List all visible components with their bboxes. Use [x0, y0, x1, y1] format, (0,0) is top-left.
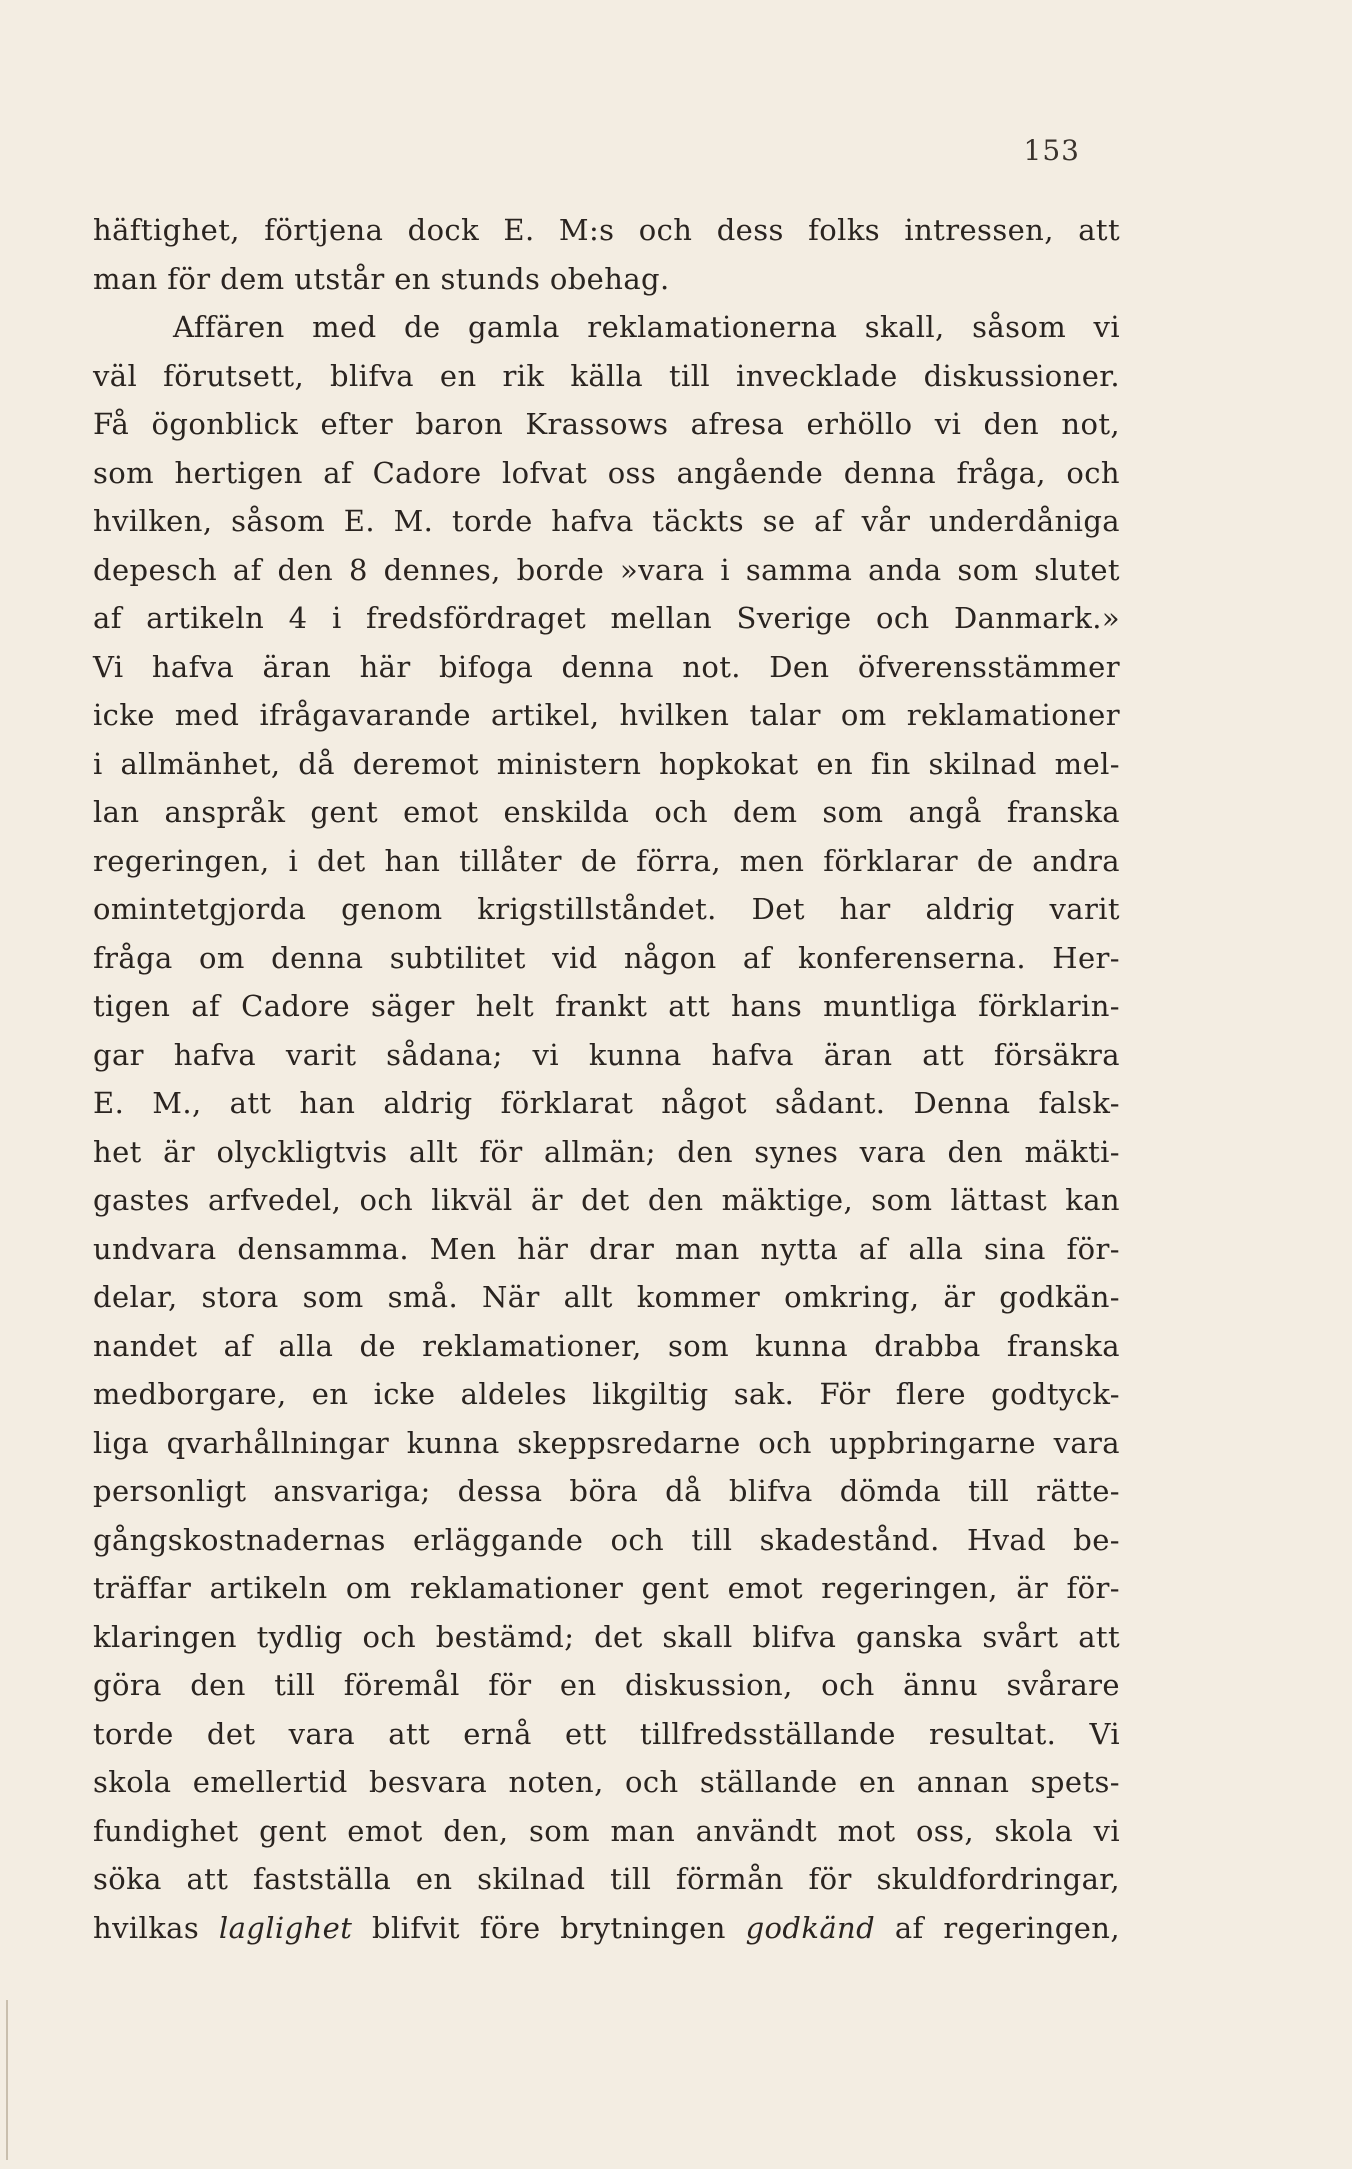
text-line: [93, 1322, 1120, 1371]
text-line: [93, 1370, 1120, 1419]
text-line: [93, 400, 1120, 449]
text-line: [93, 1419, 1120, 1468]
text-line: [93, 740, 1120, 789]
text-segment: träffar artikeln om reklamationer gent emot regeringen, är för-: [93, 1571, 1120, 1605]
page-number: 153: [1023, 134, 1080, 167]
text-line: [93, 1273, 1120, 1322]
text-segment: i allmänhet, då deremot ministern hopkokat en fin skilnad mel-: [93, 746, 1120, 781]
text-line: [93, 691, 1120, 740]
text-line: [93, 1079, 1120, 1128]
text-segment: het är olyckligtvis allt för allmän; den synes vara den mäkti-: [93, 1134, 1120, 1169]
text-line: [93, 255, 1120, 304]
text-line: [93, 1807, 1120, 1856]
text-segment: hvilken, såsom E. M. torde hafva täckts se af vår underdåniga: [93, 504, 1120, 538]
text-line: [93, 1758, 1120, 1807]
text-segment: E. M., att han aldrig förklarat något sådant. Denna falsk-: [93, 1086, 1120, 1120]
text-line: [93, 1661, 1120, 1710]
text-line: [93, 546, 1120, 595]
text-line: [93, 594, 1120, 643]
text-segment: göra den till föremål för en diskussion, och ännu svårare: [93, 1668, 1120, 1702]
text-segment: som hertigen af Cadore lofvat oss angående denna fråga, och: [93, 455, 1120, 490]
text-segment: blifvit före brytningen: [352, 1910, 746, 1945]
text-segment: söka att fastställa en skilnad till förmån för skuldfordringar,: [93, 1862, 1120, 1896]
italic-text: laglighet: [218, 1910, 353, 1945]
text-line: [93, 788, 1120, 837]
text-segment: af regeringen,: [875, 1910, 1121, 1945]
text-segment: liga qvarhållningar kunna skeppsredarne och uppbringarne vara: [93, 1425, 1120, 1460]
text-segment: torde det vara att ernå ett tillfredsställande resultat. Vi: [93, 1716, 1120, 1751]
text-line: [93, 1710, 1120, 1759]
text-line: [93, 206, 1120, 255]
text-segment: omintetgjorda genom krigstillståndet. Det har aldrig varit: [93, 892, 1120, 926]
text-segment: gångskostnadernas erläggande och till skadestånd. Hvad be-: [93, 1522, 1120, 1557]
text-segment: lan anspråk gent emot enskilda och dem som angå franska: [93, 795, 1120, 829]
text-line: [93, 1225, 1120, 1274]
text-segment: medborgare, en icke aldeles likgiltig sak. För flere godtyck-: [93, 1377, 1120, 1411]
text-segment: Affären med de gamla reklamationerna skall, såsom vi: [173, 310, 1120, 344]
text-segment: skola emellertid besvara noten, och ställande en annan spets-: [93, 1765, 1120, 1799]
text-line: [93, 1128, 1120, 1177]
text-line: [93, 1855, 1120, 1904]
text-segment: undvara densamma. Men här drar man nytta af alla sina för-: [93, 1231, 1120, 1266]
text-segment: depesch af den 8 dennes, borde »vara i samma anda som slutet: [93, 552, 1120, 587]
text-segment: icke med ifrågavarande artikel, hvilken talar om reklamationer: [93, 698, 1120, 732]
text-segment: Vi hafva äran här bifoga denna not. Den öfverensstämmer: [93, 649, 1120, 684]
text-segment: af artikeln 4 i fredsfördraget mellan Sverige och Danmark.»: [93, 601, 1120, 635]
text-line: [93, 1467, 1120, 1516]
text-line: [93, 1904, 1120, 1953]
text-segment: man för dem utstår en stunds obehag.: [93, 261, 670, 296]
text-line: [93, 303, 1120, 352]
text-line: [93, 1176, 1120, 1225]
text-segment: personligt ansvariga; dessa böra då blifva dömda till rätte-: [93, 1474, 1120, 1508]
text-line: [93, 449, 1120, 498]
text-line: [93, 1516, 1120, 1565]
text-segment: tigen af Cadore säger helt frankt att hans muntliga förklarin-: [93, 989, 1120, 1023]
text-segment: väl förutsett, blifva en rik källa till invecklade diskussioner.: [93, 358, 1120, 393]
text-line: [93, 837, 1120, 886]
text-line: [93, 934, 1120, 983]
page-edge-shadow: [6, 2000, 8, 2160]
text-segment: klaringen tydlig och bestämd; det skall blifva ganska svårt att: [93, 1619, 1120, 1654]
text-segment: fundighet gent emot den, som man användt mot oss, skola vi: [93, 1813, 1120, 1848]
text-line: [93, 1613, 1120, 1662]
text-segment: gastes arfvedel, och likväl är det den mäktige, som lättast kan: [93, 1183, 1120, 1217]
text-line: [93, 352, 1120, 401]
text-segment: hvilkas: [93, 1910, 219, 1945]
text-line: [93, 497, 1120, 546]
body-text: [93, 206, 1120, 1952]
text-segment: nandet af alla de reklamationer, som kunna drabba franska: [93, 1328, 1120, 1363]
text-segment: Få ögonblick efter baron Krassows afresa erhöllo vi den not,: [93, 407, 1120, 441]
text-segment: regeringen, i det han tillåter de förra, men förklarar de andra: [93, 843, 1120, 878]
text-line: [93, 643, 1120, 692]
text-line: [93, 982, 1120, 1031]
text-segment: fråga om denna subtilitet vid någon af konferenserna. Her-: [93, 940, 1120, 975]
text-line: [93, 1031, 1120, 1080]
text-segment: häftighet, förtjena dock E. M:s och dess folks intressen, att: [93, 213, 1120, 247]
text-segment: delar, stora som små. När allt kommer omkring, är godkän-: [93, 1280, 1120, 1314]
text-line: [93, 1564, 1120, 1613]
text-segment: gar hafva varit sådana; vi kunna hafva äran att försäkra: [93, 1037, 1120, 1072]
italic-text: godkänd: [745, 1910, 876, 1945]
text-line: [93, 885, 1120, 934]
